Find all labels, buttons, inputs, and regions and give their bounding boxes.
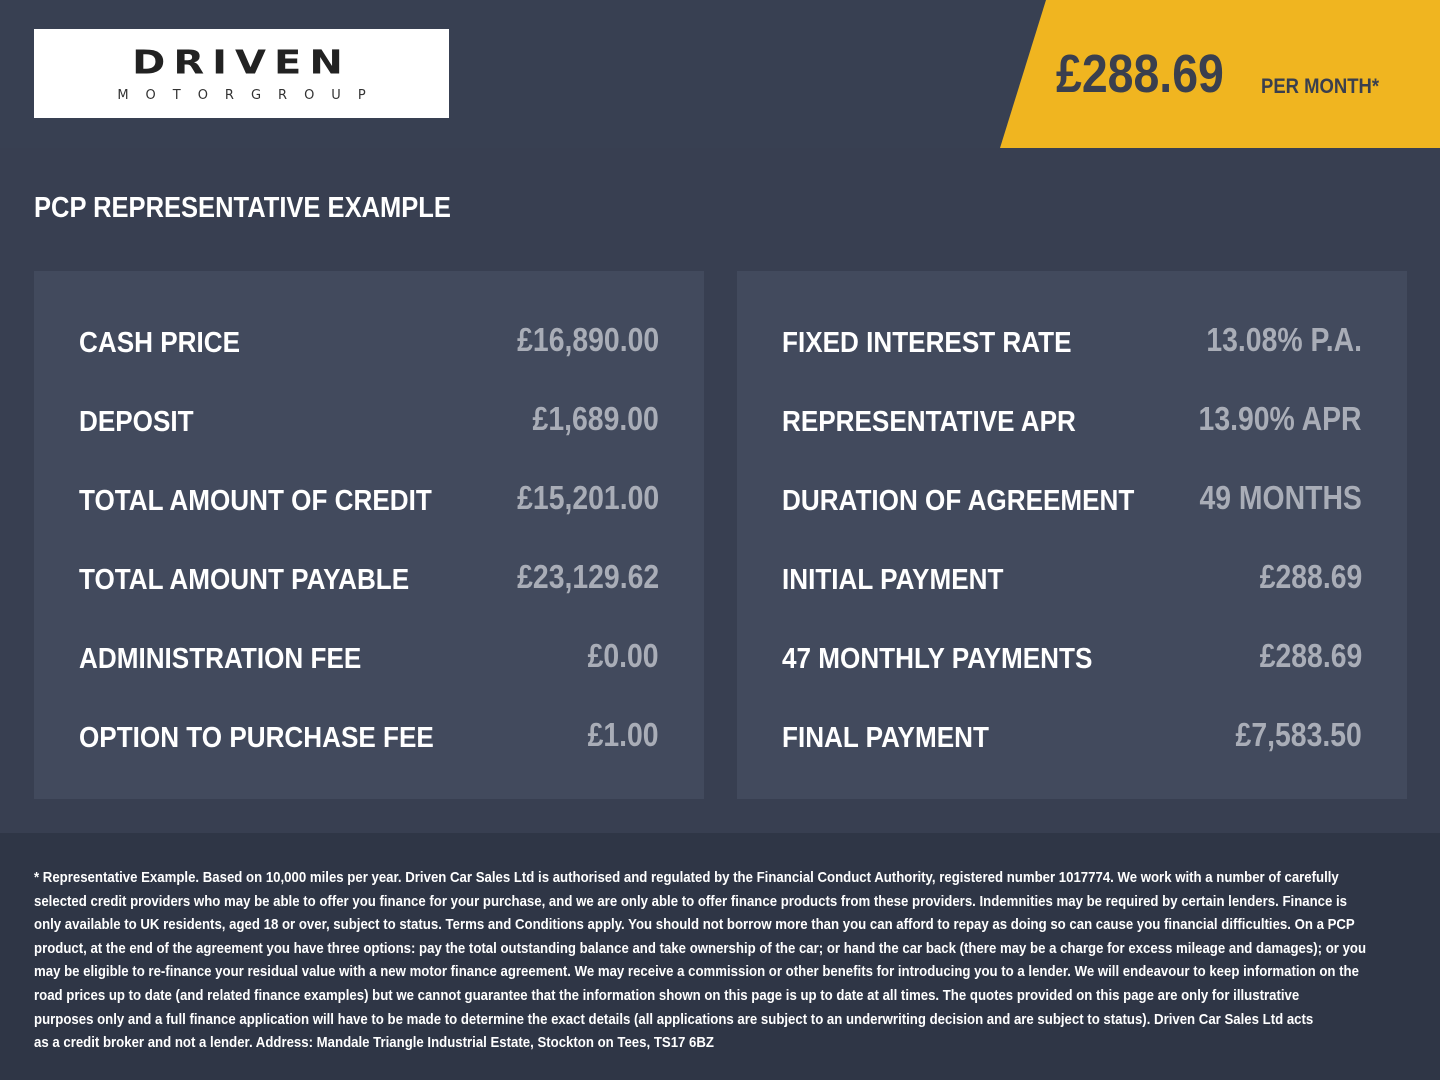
row-value: £23,129.62 [516, 558, 659, 595]
row-value: £0.00 [587, 637, 659, 674]
disclaimer-line: may be eligible to re-finance your residual value with a new motor finance agreement. We may receive a commission or other benefits for introducing you to a lender. We will endeavour to keep information on the [34, 963, 1359, 981]
row-monthly-payments [782, 639, 1362, 679]
row-label: TOTAL AMOUNT OF CREDIT [79, 485, 432, 517]
row-fixed-interest [782, 323, 1362, 363]
disclaimer-line: selected credit providers who may be able to offer you finance for your purchase, and we are only able to offer finance products from these providers. Indemnities may be required by certain lenders. Finance is [34, 892, 1348, 910]
row-value: £15,201.00 [516, 479, 659, 516]
page-title: PCP REPRESENTATIVE EXAMPLE [34, 192, 451, 224]
row-deposit [79, 402, 659, 442]
row-label: FINAL PAYMENT [782, 722, 989, 754]
row-value: 49 MONTHS [1199, 479, 1362, 516]
row-duration [782, 481, 1362, 521]
header [0, 0, 1440, 148]
disclaimer-line: road prices up to date (and related finance examples) but we cannot guarantee that the information shown on this page is up to date at all times. The quotes provided on this page are only for illustrative [34, 986, 1300, 1004]
row-label: INITIAL PAYMENT [782, 564, 1004, 596]
row-cash-price [79, 323, 659, 363]
brand-name: DRIVEN [132, 44, 351, 82]
row-label: DEPOSIT [79, 406, 194, 438]
row-label: REPRESENTATIVE APR [782, 406, 1076, 438]
row-admin-fee [79, 639, 659, 679]
disclaimer-line: as a credit broker and not a lender. Address: Mandale Triangle Industrial Estate, Stockton on Tees, TS17 6BZ [34, 1034, 714, 1052]
disclaimer-line: * Representative Example. Based on 10,000 miles per year. Driven Car Sales Ltd is authorised and regulated by the Financial Conduct Authority, registered number 1017774. We work with a number of carefully [34, 869, 1339, 886]
row-total-credit [79, 481, 659, 521]
row-label: OPTION TO PURCHASE FEE [79, 722, 434, 754]
finance-panel-left [34, 271, 704, 799]
row-option-fee [79, 718, 659, 758]
row-label: ADMINISTRATION FEE [79, 643, 362, 675]
brand-subtitle: MOTORGROUP [117, 88, 383, 103]
row-initial-payment [782, 560, 1362, 600]
row-apr [782, 402, 1362, 442]
row-final-payment [782, 718, 1362, 758]
monthly-price-amount: £288.69 [1056, 44, 1224, 104]
row-value: £288.69 [1259, 558, 1362, 595]
row-label: DURATION OF AGREEMENT [782, 485, 1135, 517]
row-value: £16,890.00 [516, 321, 659, 358]
disclaimer-line: only available to UK residents, aged 18 or over, subject to status. Terms and Conditions apply. You should not borrow more than you can afford to repay as doing so can cause you financial difficulties. On a PCP [34, 916, 1355, 934]
row-label: TOTAL AMOUNT PAYABLE [79, 564, 410, 596]
finance-panel-right [737, 271, 1407, 799]
row-value: £1,689.00 [532, 400, 659, 437]
row-value: £7,583.50 [1235, 716, 1362, 753]
row-value: 13.90% APR [1198, 400, 1362, 437]
row-label: 47 MONTHLY PAYMENTS [782, 643, 1093, 675]
disclaimer-text [34, 866, 1367, 1055]
row-value: £288.69 [1259, 637, 1362, 674]
disclaimer-line: purposes only and a full finance application will have to be made to determine the exact details (all applications are subject to an underwriting decision and are subject to status). Driven Car Sales Ltd acts [34, 1010, 1314, 1028]
brand-logo [34, 29, 449, 118]
row-label: FIXED INTEREST RATE [782, 327, 1072, 359]
row-label: CASH PRICE [79, 327, 240, 359]
row-value: 13.08% P.A. [1206, 321, 1362, 358]
row-total-payable [79, 560, 659, 600]
row-value: £1.00 [587, 716, 659, 753]
monthly-price-unit: PER MONTH* [1261, 75, 1380, 98]
disclaimer-line: product, at the end of the agreement you have three options: pay the total outstanding balance and take ownership of the car; or hand the car back (there may be a charge for excess mileage and damages); or you [34, 939, 1367, 957]
